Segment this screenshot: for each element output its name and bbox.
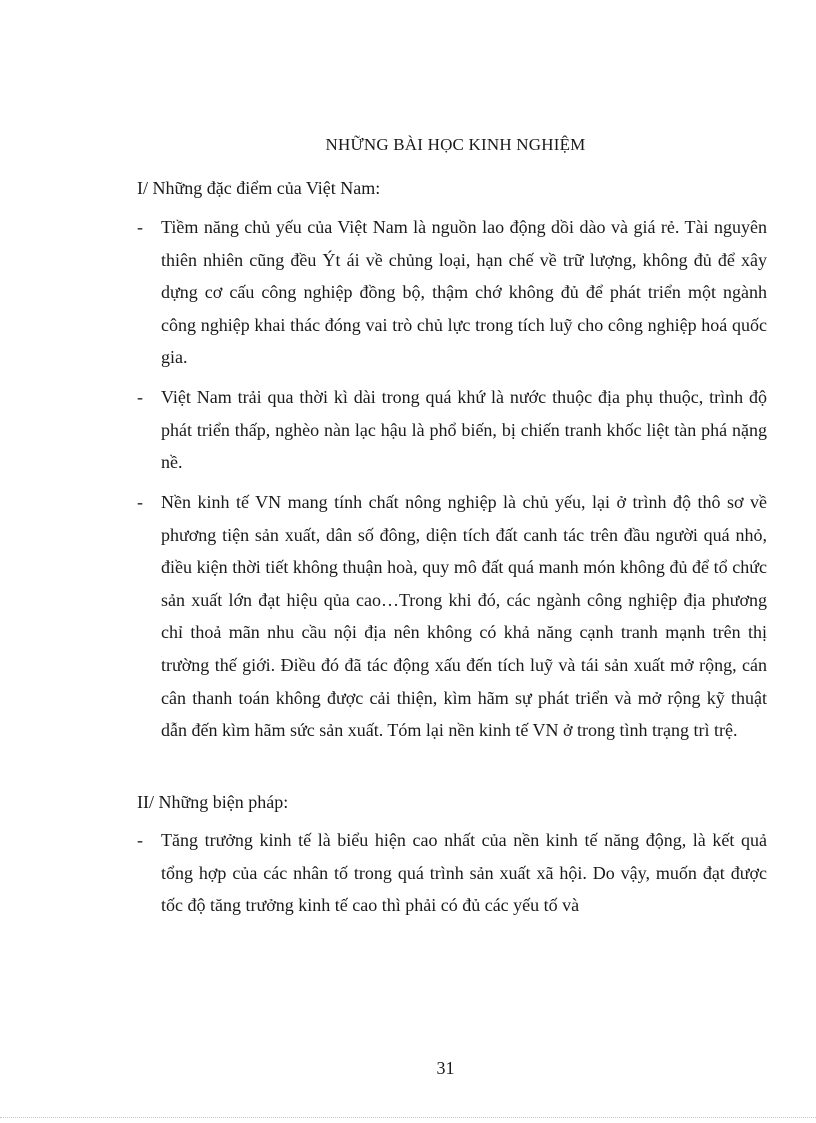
paragraph-text: Nền kinh tế VN mang tính chất nông nghiệp là chủ yếu, lại ở trình độ thô sơ về phương tiện sản xuất, dân số đông, diện tích đất canh tác trên đầu người quá nhỏ, điều kiện thời tiết không thuận hoà, quy mô đất quá manh món không đủ để tổ chức sản xuất lớn đạt hiệu qủa cao…Trong khi đó, các ngành công nghiệp địa phương chỉ thoả mãn nhu cầu nội địa nên không có khả năng cạnh tranh mạnh trên thị trường thế giới. Điều đó đã tác động xấu đến tích luỹ và tái sản xuất mở rộng, cán cân thanh toán không được cải thiện, kìm hãm sự phát triển và mở rộng kỹ thuật dẫn đến kìm hãm sức sản xuất. Tóm lại nền kinh tế VN ở trong tình trạng trì trệ.: [161, 492, 767, 741]
paragraph-text: Tăng trưởng kinh tế là biểu hiện cao nhất của nền kinh tế năng động, là kết quả tổng hợp của các nhân tố trong quá trình sản xuất xã hội. Do vậy, muốn đạt được tốc độ tăng trưởng kinh tế cao thì phải có đủ các yếu tố và: [161, 830, 767, 916]
page-bottom-divider: [0, 1117, 816, 1118]
bullet-dash: -: [137, 217, 143, 237]
list-item: [137, 824, 767, 922]
bullet-dash: -: [137, 387, 143, 407]
section-heading-characteristics: I/ Những đặc điểm của Việt Nam:: [137, 178, 381, 198]
bullet-dash: -: [137, 492, 143, 512]
list-item: [137, 381, 767, 479]
list-item: [137, 211, 767, 374]
paragraph-text: Việt Nam trải qua thời kì dài trong quá khứ là nước thuộc địa phụ thuộc, trình độ phát triển thấp, nghèo nàn lạc hậu là phổ biến, bị chiến tranh khốc liệt tàn phá nặng nề.: [161, 387, 767, 473]
list-item: [137, 486, 767, 747]
section-heading-measures: II/ Những biện pháp:: [137, 792, 289, 812]
page-title: NHỮNG BÀI HỌC KINH NGHIỆM: [325, 135, 586, 154]
paragraph-text: Tiềm năng chủ yếu của Việt Nam là nguồn lao động dồi dào và giá rẻ. Tài nguyên thiên nhiên cũng đều Ýt ái về chủng loại, hạn chế về trữ lượng, không đủ để xây dựng cơ cấu công nghiệp đồng bộ, thậm chớ không đủ để phát triển một ngành công nghiệp khai thác đóng vai trò chủ lực trong tích luỹ cho công nghiệp hoá quốc gia.: [161, 217, 767, 368]
bullet-dash: -: [137, 830, 143, 850]
page-number: 31: [436, 1058, 455, 1078]
